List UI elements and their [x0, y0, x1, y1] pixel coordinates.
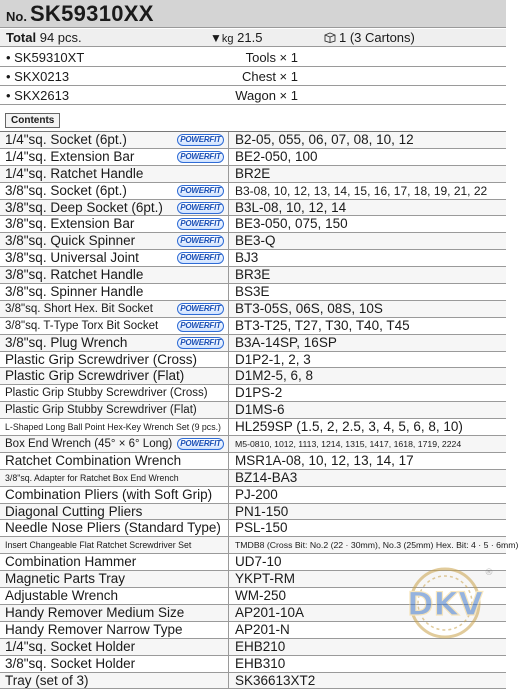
item-name: [0, 183, 229, 199]
set-code: • SKX2613: [6, 86, 69, 105]
item-code: AP201-10A: [235, 605, 504, 621]
item-code: BS3E: [235, 284, 504, 300]
table-row: [0, 335, 506, 352]
svg-text:DKV: DKV: [407, 585, 483, 623]
item-name: [0, 453, 229, 469]
set-row: [0, 67, 506, 86]
weight-icon: ▼: [210, 31, 222, 45]
item-name: [0, 571, 229, 587]
table-row: [0, 352, 506, 369]
item-name-text: 3/8"sq. T-Type Torx Bit Socket: [5, 320, 158, 332]
item-name-text: 3/8"sq. Spinner Handle: [5, 284, 143, 299]
powerfit-badge: POWERFIT: [177, 303, 224, 315]
table-row: [0, 183, 506, 200]
item-name: [0, 537, 229, 553]
table-row: [0, 368, 506, 385]
table-row: [0, 419, 506, 436]
item-code: BR2E: [235, 166, 504, 182]
product-header: [0, 0, 506, 28]
table-row: [0, 200, 506, 217]
item-name: [0, 554, 229, 570]
item-code: TMDB8 (Cross Bit: No.2 (22 · 30mm), No.3 (25mm) Hex. Bit: 4 · 5 · 6mm): [235, 537, 504, 553]
item-name-text: 1/4"sq. Socket Holder: [5, 639, 135, 654]
table-row: [0, 470, 506, 487]
item-code: HL259SP (1.5, 2, 2.5, 3, 4, 5, 6, 8, 10): [235, 419, 504, 435]
powerfit-badge: POWERFIT: [177, 185, 224, 197]
item-name: [0, 250, 229, 266]
item-name: [0, 504, 229, 520]
table-row: [0, 520, 506, 537]
item-code: BE3-Q: [235, 233, 504, 249]
item-name: [0, 656, 229, 672]
table-row: [0, 250, 506, 267]
table-row: [0, 436, 506, 453]
item-name: [0, 166, 229, 182]
item-name-text: Needle Nose Pliers (Standard Type): [5, 520, 221, 535]
weight-unit: kg: [222, 33, 234, 45]
item-name-text: 3/8"sq. Deep Socket (6pt.): [5, 200, 163, 215]
table-row: [0, 284, 506, 301]
carton-count: [324, 29, 415, 47]
item-name-text: Tray (set of 3): [5, 673, 89, 688]
item-name-text: Plastic Grip Screwdriver (Cross): [5, 352, 197, 367]
table-row: [0, 656, 506, 673]
item-code: B3L-08, 10, 12, 14: [235, 200, 504, 216]
item-code: D1MS-6: [235, 402, 504, 418]
item-name-text: Combination Hammer: [5, 554, 136, 569]
table-row: [0, 318, 506, 335]
carton-icon: [324, 32, 336, 43]
item-code: D1P2-1, 2, 3: [235, 352, 504, 368]
item-name-text: Handy Remover Narrow Type: [5, 622, 183, 637]
item-name: [0, 402, 229, 418]
item-name: [0, 520, 229, 536]
item-code: EHB310: [235, 656, 504, 672]
item-name: [0, 368, 229, 384]
powerfit-badge: POWERFIT: [177, 202, 224, 214]
table-row: [0, 385, 506, 402]
table-row: [0, 504, 506, 521]
table-row: [0, 267, 506, 284]
item-name: [0, 487, 229, 503]
item-code: UD7-10: [235, 554, 504, 570]
item-code: BZ14-BA3: [235, 470, 504, 486]
svg-text:®: ®: [485, 568, 494, 578]
item-code: WM-250: [235, 588, 504, 604]
weight: [210, 29, 262, 48]
item-name: [0, 673, 229, 689]
total-value: 94 pcs.: [40, 30, 82, 45]
total-count: [6, 29, 82, 47]
item-name: [0, 216, 229, 232]
set-row: [0, 48, 506, 67]
item-code: MSR1A-08, 10, 12, 13, 14, 17: [235, 453, 504, 469]
item-name: [0, 233, 229, 249]
item-code: YKPT-RM: [235, 571, 504, 587]
item-name: [0, 352, 229, 368]
item-name: [0, 470, 229, 486]
powerfit-badge: POWERFIT: [177, 151, 224, 163]
item-code: PN1-150: [235, 504, 504, 520]
table-row: [0, 402, 506, 419]
item-code: D1PS-2: [235, 385, 504, 401]
item-name-text: Handy Remover Medium Size: [5, 605, 184, 620]
item-name-text: 3/8"sq. Universal Joint: [5, 250, 139, 265]
table-row: [0, 487, 506, 504]
item-code: B2-05, 055, 06, 07, 08, 10, 12: [235, 132, 504, 148]
weight-value: 21.5: [237, 30, 262, 45]
item-name: [0, 436, 229, 452]
item-code: BE3-050, 075, 150: [235, 216, 504, 232]
item-code: M5-0810, 1012, 1113, 1214, 1315, 1417, 1618, 1719, 2224: [235, 436, 504, 452]
item-name-text: Ratchet Combination Wrench: [5, 453, 181, 468]
powerfit-badge: POWERFIT: [177, 438, 224, 450]
item-name-text: 3/8"sq. Adapter for Ratchet Box End Wrench: [5, 473, 179, 483]
item-name-text: 3/8"sq. Short Hex. Bit Socket: [5, 303, 153, 315]
table-row: [0, 639, 506, 656]
item-name-text: Diagonal Cutting Pliers: [5, 504, 142, 519]
item-name-text: 3/8"sq. Extension Bar: [5, 216, 134, 231]
set-components: [0, 48, 506, 105]
powerfit-badge: POWERFIT: [177, 235, 224, 247]
item-code: BT3-05S, 06S, 08S, 10S: [235, 301, 504, 317]
set-description: Wagon × 1: [235, 86, 298, 105]
item-name-text: 3/8"sq. Socket (6pt.): [5, 183, 127, 198]
item-name: [0, 301, 229, 317]
item-name-text: Insert Changeable Flat Ratchet Screwdriver Set: [5, 540, 191, 550]
item-name: [0, 588, 229, 604]
model-number: SK59310XX: [30, 0, 154, 28]
table-row: [0, 149, 506, 166]
item-name: [0, 335, 229, 351]
item-name-text: L-Shaped Long Ball Point Hex-Key Wrench Set (9 pcs.): [5, 422, 221, 432]
item-name: [0, 200, 229, 216]
item-code: AP201-N: [235, 622, 504, 638]
set-row: [0, 86, 506, 105]
item-name: [0, 284, 229, 300]
item-code: BJ3: [235, 250, 504, 266]
contents-heading: Contents: [5, 113, 60, 128]
item-code: D1M2-5, 6, 8: [235, 368, 504, 384]
powerfit-badge: POWERFIT: [177, 320, 224, 332]
summary-bar: [0, 29, 506, 47]
item-name-text: Magnetic Parts Tray: [5, 571, 125, 586]
table-row: [0, 301, 506, 318]
item-name-text: Plastic Grip Stubby Screwdriver (Flat): [5, 404, 197, 416]
item-name: [0, 132, 229, 148]
table-row: [0, 453, 506, 470]
powerfit-badge: POWERFIT: [177, 337, 224, 349]
item-name-text: Box End Wrench (45° × 6° Long): [5, 438, 172, 450]
item-name-text: Plastic Grip Screwdriver (Flat): [5, 368, 184, 383]
set-code: • SKX0213: [6, 67, 69, 86]
item-code: BT3-T25, T27, T30, T40, T45: [235, 318, 504, 334]
item-name-text: 3/8"sq. Plug Wrench: [5, 335, 127, 350]
table-row: [0, 166, 506, 183]
table-row: [0, 537, 506, 554]
dkv-logo: [393, 563, 499, 641]
item-name-text: 3/8"sq. Socket Holder: [5, 656, 135, 671]
item-code: PJ-200: [235, 487, 504, 503]
item-code: SK36613XT2: [235, 673, 504, 689]
item-name: [0, 419, 229, 435]
carton-value: 1 (3 Cartons): [339, 30, 415, 45]
no-label: No.: [6, 9, 27, 24]
powerfit-badge: POWERFIT: [177, 218, 224, 230]
item-name-text: Adjustable Wrench: [5, 588, 118, 603]
total-label: Total: [6, 30, 36, 45]
item-name: [0, 622, 229, 638]
item-name: [0, 267, 229, 283]
item-code: EHB210: [235, 639, 504, 655]
item-name-text: 1/4"sq. Extension Bar: [5, 149, 134, 164]
item-name: [0, 149, 229, 165]
item-name-text: Combination Pliers (with Soft Grip): [5, 487, 212, 502]
table-row: [0, 132, 506, 149]
item-name-text: 1/4"sq. Socket (6pt.): [5, 132, 127, 147]
item-code: BE2-050, 100: [235, 149, 504, 165]
item-name: [0, 385, 229, 401]
item-name: [0, 605, 229, 621]
item-name: [0, 639, 229, 655]
table-row: [0, 673, 506, 689]
item-code: B3-08, 10, 12, 13, 14, 15, 16, 17, 18, 19, 21, 22: [235, 183, 504, 199]
set-description: Chest × 1: [242, 67, 298, 86]
powerfit-badge: POWERFIT: [177, 252, 224, 264]
item-name-text: 1/4"sq. Ratchet Handle: [5, 166, 143, 181]
powerfit-badge: POWERFIT: [177, 134, 224, 146]
set-description: Tools × 1: [246, 48, 298, 67]
item-code: PSL-150: [235, 520, 504, 536]
table-row: [0, 233, 506, 250]
item-name-text: Plastic Grip Stubby Screwdriver (Cross): [5, 387, 208, 399]
item-name-text: 3/8"sq. Quick Spinner: [5, 233, 135, 248]
item-name: [0, 318, 229, 334]
table-row: [0, 216, 506, 233]
item-name-text: 3/8"sq. Ratchet Handle: [5, 267, 143, 282]
item-code: BR3E: [235, 267, 504, 283]
set-code: • SK59310XT: [6, 48, 84, 67]
item-code: B3A-14SP, 16SP: [235, 335, 504, 351]
